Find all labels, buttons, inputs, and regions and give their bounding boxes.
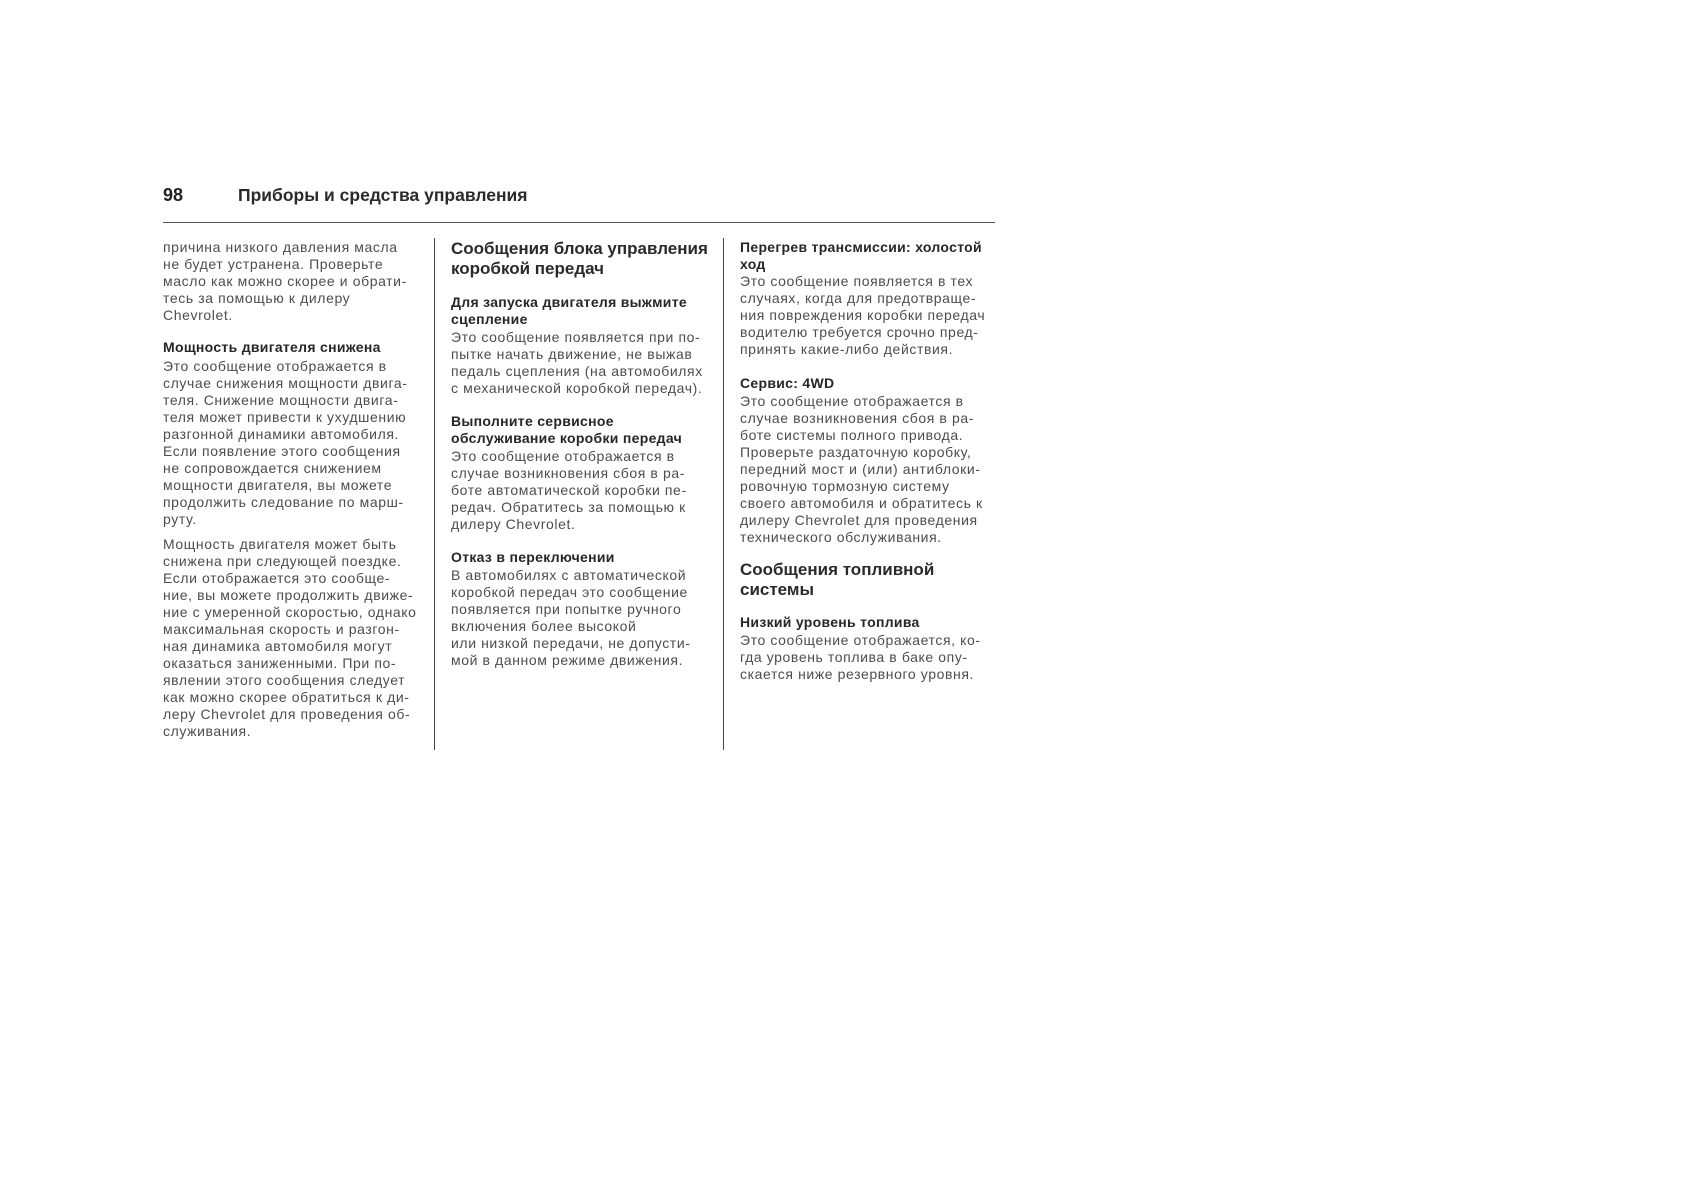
middle-column [451, 0, 713, 1191]
paragraph-service-transmission: Это сообщение отображается в случае возникновения сбоя в ра- боте автоматической коробки пе- редач. Обратитесь за помощью к дилеру Chevrolet. [451, 448, 687, 532]
subheading-service-4wd: Сервис: 4WD [740, 375, 835, 391]
paragraph-low-fuel: Это сообщение отображается, ко- гда уровень топлива в баке опу- скается ниже резервного уровня. [740, 632, 981, 682]
paragraph-service-4wd: Это сообщение отображается в случае возникновения сбоя в ра- боте системы полного привода. Проверьте раздаточную коробку, передний мост и (или) антиблоки- ровочную тормозную систему своего автомобиля и обратитесь к дилеру Chevrolet для проведения технического обслуживания. [740, 393, 983, 545]
column-divider [434, 238, 435, 750]
left-column [163, 0, 425, 1191]
paragraph-clutch: Это сообщение появляется при по- пытке начать движение, не выжав педаль сцепления (на автомобилях с механической коробкой передач). [451, 329, 703, 396]
page-number: 98 [163, 185, 184, 205]
subheading-low-fuel: Низкий уровень топлива [740, 614, 920, 630]
subheading-service-transmission: Выполните сервисное обслуживание коробки передач [451, 413, 683, 446]
subheading-clutch: Для запуска двигателя выжмите сцепление [451, 294, 687, 327]
section-heading-transmission: Сообщения блока управления коробкой передач [451, 239, 708, 278]
subheading-shift-denied: Отказ в переключении [451, 549, 615, 565]
paragraph-engine-power-2: Мощность двигателя может быть снижена при следующей поездке. Если отображается это сообще- ние, вы можете продолжить движе- ние с умеренной скоростью, однако максимальная скорость и разгон- ная динамика автомобиля могут оказаться заниженными. При по- явлении этого сообщения следует как можно скорее обратиться к ди- леру Chevrolet для проведения об- служивания. [163, 536, 417, 739]
paragraph-engine-power-1: Это сообщение отображается в случае снижения мощности двига- теля. Снижение мощности двига- теля может привести к ухудшению разгонной динамики автомобиля. Если появление этого сообщения не сопровождается снижением мощности двигателя, вы можете продолжить следование по марш- руту. [163, 358, 408, 527]
paragraph-shift-denied: В автомобилях с автоматической коробкой передач это сообщение появляется при попытке ручного включения более высокой или низкой передачи, не допусти- мой в данном режиме движения. [451, 567, 691, 668]
paragraph-overheat: Это сообщение появляется в тех случаях, когда для предотвраще- ния повреждения коробки передач водителю требуется срочно пред- принять какие-либо действия. [740, 273, 986, 357]
column-divider [723, 238, 724, 750]
running-header-title: Приборы и средства управления [238, 185, 528, 205]
right-column [740, 0, 1002, 1191]
section-heading-fuel: Сообщения топливной системы [740, 560, 935, 599]
subheading-overheat: Перегрев трансмиссии: холостой ход [740, 239, 982, 272]
paragraph-continued: причина низкого давления масла не будет устранена. Проверьте масло как можно скорее и обрати- тесь за помощью к дилеру Chevrolet. [163, 239, 407, 323]
subheading-engine-power: Мощность двигателя снижена [163, 339, 381, 355]
